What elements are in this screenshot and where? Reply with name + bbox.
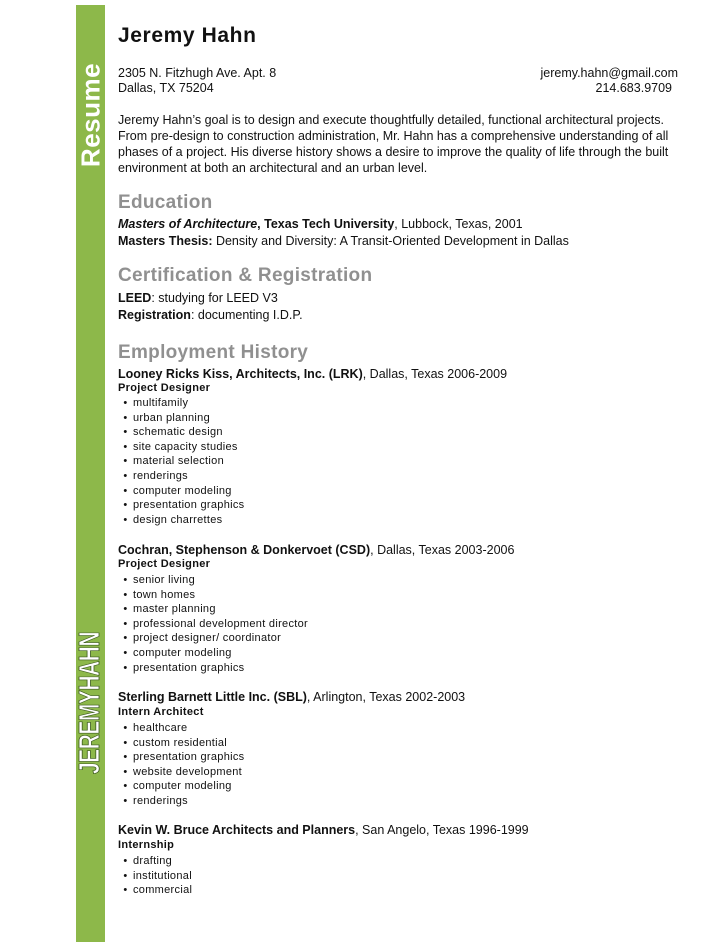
list-item: • healthcare [118,721,244,736]
list-item: • design charrettes [118,513,244,528]
list-item: • senior living [118,573,308,588]
page-title: Jeremy Hahn [118,24,257,47]
education-location: , Lubbock, Texas, 2001 [394,217,523,231]
thesis-label: Masters Thesis: [118,234,213,248]
list-item: • presentation graphics [118,661,308,676]
list-item: • custom residential [118,736,244,751]
education-degree-line: Masters of Architecture, Texas Tech University, Lubbock, Texas, 2001 [118,217,523,231]
job-duties-list [118,854,192,898]
list-item: • master planning [118,602,308,617]
company: Looney Ricks Kiss, Architects, Inc. (LRK) [118,367,363,381]
list-item: • site capacity studies [118,440,244,455]
leed-label: LEED [118,291,152,305]
job-location: , Dallas, Texas 2006-2009 [362,367,508,381]
job-duties-list [118,721,244,809]
list-item: • institutional [118,869,192,884]
thesis-title: Density and Diversity: A Transit-Oriented Development in Dallas [212,234,569,248]
job-title-line [118,823,529,837]
list-item: • presentation graphics [118,498,244,513]
registration-line [118,308,303,322]
university: Texas Tech University [264,217,395,231]
address-line-2: Dallas, TX 75204 [118,81,214,95]
name-logo: JEREMYHAHN [74,631,106,774]
degree: Masters of Architecture [118,217,258,231]
company: Cochran, Stephenson & Donkervoet (CSD) [118,543,371,557]
list-item: • drafting [118,854,192,869]
job-location: , Arlington, Texas 2002-2003 [306,690,466,704]
leed-line [118,291,278,305]
job-role: Intern Architect [118,706,204,718]
sidebar-title: Resume [75,62,105,168]
job-location: , Dallas, Texas 2003-2006 [370,543,515,557]
job-duties-list [118,396,244,527]
job-location: , San Angelo, Texas 1996-1999 [355,823,529,837]
education-heading: Education [118,192,213,213]
employment-heading: Employment History [118,342,309,363]
goal-statement: Jeremy Hahn’s goal is to design and execute thoughtfully detailed, functional architectural projects. From pre-design to construction administration, Mr. Hahn has a comprehensive understanding of all phases of a project. His diverse history shows a desire to improve the quality of life through the built environment at both an architectural and an urban level. [118,113,669,175]
list-item: • multifamily [118,396,244,411]
leed-status: : studying for LEED V3 [151,291,278,305]
list-item: • presentation graphics [118,750,244,765]
phone: 214.683.9709 [595,81,672,95]
list-item: • renderings [118,469,244,484]
registration-status: : documenting I.D.P. [190,308,303,322]
email: jeremy.hahn@gmail.com [540,66,678,80]
company: Sterling Barnett Little Inc. (SBL) [118,690,307,704]
list-item: • town homes [118,588,308,603]
list-item: • schematic design [118,425,244,440]
list-item: • material selection [118,454,244,469]
job-title-line [118,367,507,381]
job-role: Internship [118,839,175,851]
list-item: • renderings [118,794,244,809]
list-item: • computer modeling [118,646,308,661]
list-item: • urban planning [118,411,244,426]
certification-heading: Certification & Registration [118,265,373,286]
registration-label: Registration [118,308,191,322]
list-item: • computer modeling [118,484,244,499]
job-title-line [118,690,465,704]
company: Kevin W. Bruce Architects and Planners [118,823,356,837]
list-item: • project designer/ coordinator [118,631,308,646]
list-item: • website development [118,765,244,780]
list-item: • commercial [118,883,192,898]
job-duties-list [118,573,308,675]
job-role: Project Designer [118,558,211,570]
list-item: • professional development director [118,617,308,632]
education-thesis-line [118,234,569,248]
job-title-line [118,543,514,557]
list-item: • computer modeling [118,779,244,794]
address-line-1: 2305 N. Fitzhugh Ave. Apt. 8 [118,66,277,80]
job-role: Project Designer [118,382,211,394]
